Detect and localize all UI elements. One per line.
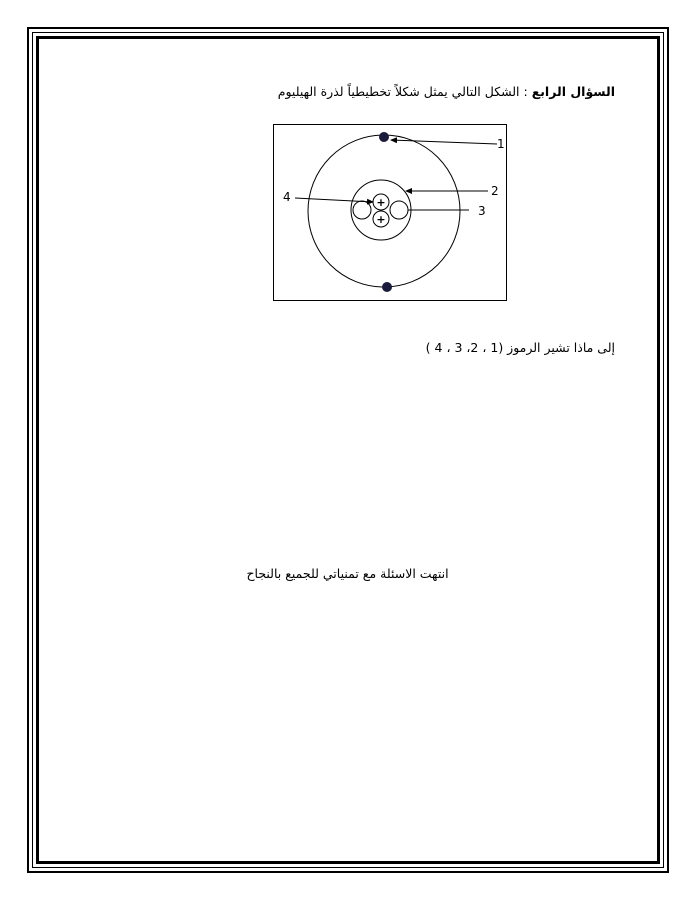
label-2: 2 bbox=[491, 184, 499, 198]
pointer-1 bbox=[391, 140, 497, 144]
label-4: 4 bbox=[283, 190, 291, 204]
pointer-4 bbox=[295, 198, 373, 202]
proton-bottom-sign: + bbox=[376, 213, 386, 226]
neutron-right bbox=[390, 201, 408, 219]
label-1: 1 bbox=[497, 137, 505, 151]
electron-orbit bbox=[308, 135, 460, 287]
question-text: الشكل التالي يمثل شكلاً تخطيطياً لذرة الهيليوم bbox=[277, 84, 520, 99]
question-heading bbox=[278, 84, 615, 99]
electron-bottom bbox=[382, 282, 392, 292]
neutron-left bbox=[353, 201, 371, 219]
proton-top-sign: + bbox=[376, 196, 386, 209]
question-separator: : bbox=[519, 84, 532, 99]
helium-atom-diagram bbox=[273, 124, 508, 302]
symbols-question: إلى ماذا تشير الرموز (1 ، 2، 3 ، 4 ) bbox=[425, 340, 615, 355]
label-3: 3 bbox=[478, 204, 486, 218]
electron-top bbox=[379, 132, 389, 142]
question-title: السؤال الرابع bbox=[531, 84, 615, 99]
closing-text: انتهت الاسئلة مع تمنياتي للجميع بالنجاح bbox=[246, 566, 449, 581]
closing-message bbox=[0, 566, 695, 581]
